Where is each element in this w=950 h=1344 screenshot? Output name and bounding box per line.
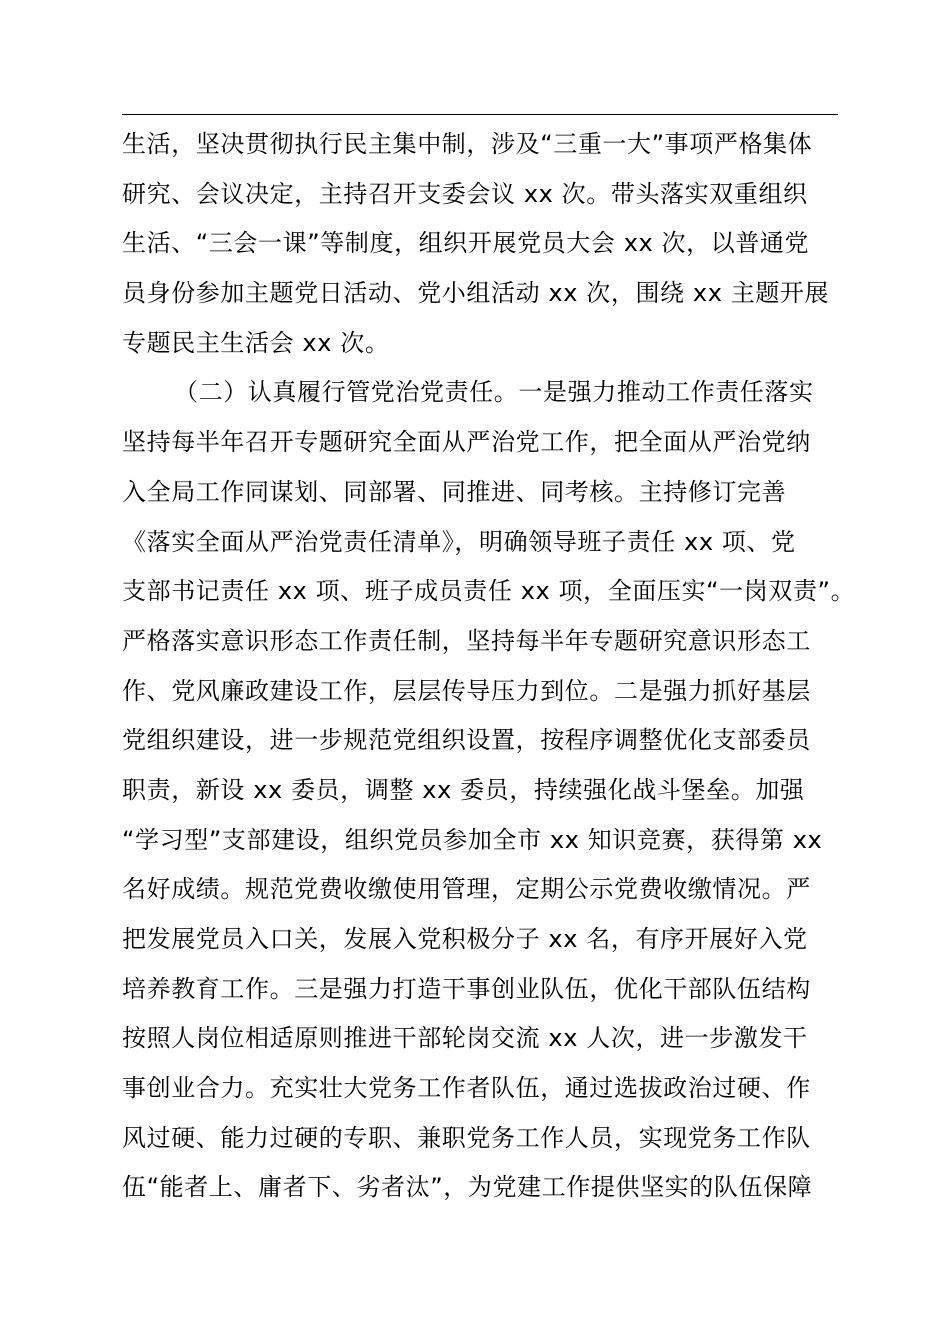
text-line: 坚持每半年召开专题研究全面从严治党工作，把全面从严治党纳 [122,428,811,457]
text-line: 培养教育工作。三是强力打造干事创业队伍，优化干部队伍结构 [122,974,811,1003]
text-line: 伍“能者上、庸者下、劣者汰”，为党建工作提供坚实的队伍保障 [122,1173,813,1202]
text-line: 严格落实意识形态工作责任制，坚持每半年专题研究意识形态工 [122,626,811,655]
text-line: “学习型”支部建设，组织党员参加全市 xx 知识竞赛，获得第 xx [122,825,823,854]
text-line: 入全局工作同谋划、同部署、同推进、同考核。主持修订完善 [122,477,787,506]
text-line: 事创业合力。充实壮大党务工作者队伍，通过选拔政治过硬、作 [122,1074,811,1103]
text-line: 名好成绩。规范党费收缴使用管理，定期公示党费收缴情况。严 [122,875,811,904]
text-line: 生活、“三会一课”等制度，组织开展党员大会 xx 次，以普通党 [122,229,810,258]
text-line: 《落实全面从严治党责任清单》，明确领导班子责任 xx 项、党 [122,527,796,556]
text-line: 作、党风廉政建设工作，层层传导压力到位。二是强力抓好基层 [122,676,811,705]
text-line: 风过硬、能力过硬的专职、兼职党务工作人员，实现党务工作队 [122,1123,811,1152]
section-heading-line: （二）认真履行管党治党责任。一是强力推动工作责任落实 [174,378,814,407]
header-divider [122,114,838,115]
document-body [122,120,856,1213]
text-line: 职责，新设 xx 委员，调整 xx 委员，持续强化战斗堡垒。加强 [122,775,805,804]
text-line: 员身份参加主题党日活动、党小组活动 xx 次，围绕 xx 主题开展 [122,279,830,308]
text-line: 生活，坚决贯彻执行民主集中制，涉及“三重一大”事项严格集体 [122,130,813,158]
text-line: 支部书记责任 xx 项、班子成员责任 xx 项，全面压实“一岗双责”。 [122,577,856,606]
text-line: 研究、会议决定，主持召开支委会议 xx 次。带头落实双重组织 [122,179,808,208]
text-line: 专题民主生活会 xx 次。 [122,328,390,357]
text-line: 把发展党员入口关，发展入党积极分子 xx 名，有序开展好入党 [122,925,808,953]
text-line: 按照人岗位相适原则推进干部轮岗交流 xx 人次，进一步激发干 [122,1024,808,1053]
text-line: 党组织建设，进一步规范党组织设置，按程序调整优化支部委员 [122,726,811,755]
